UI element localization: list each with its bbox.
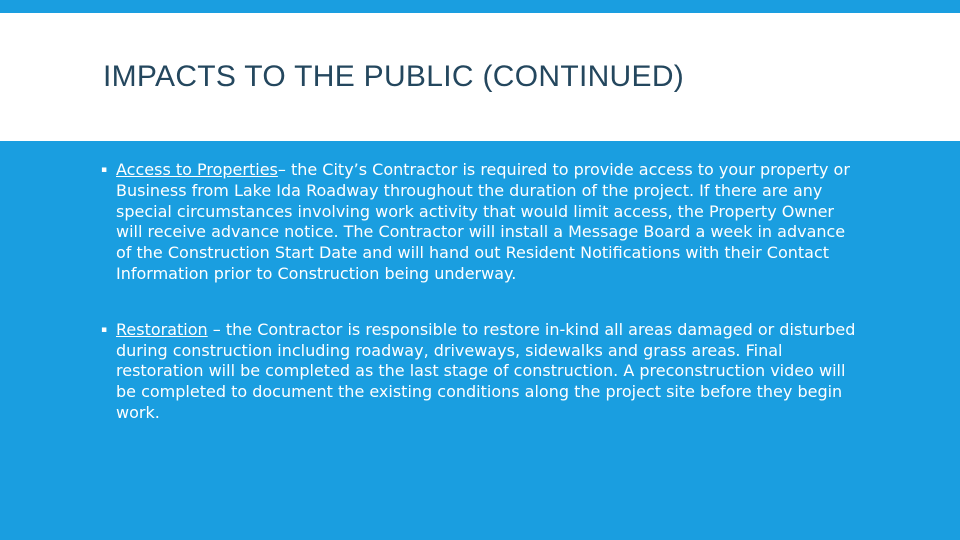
bullet-access-to-properties: [101, 160, 861, 285]
slide-title: IMPACTS TO THE PUBLIC (CONTINUED): [103, 60, 685, 93]
bullet-list: [101, 160, 861, 424]
bullet-text: – the City’s Contractor is required to provide access to your property or Business from Lake Ida Roadway throughout the duration of the project. If there are any special circumstances involving work activity that would limit access, the Property Owner will receive advance notice. The Contractor will install a Message Board a week in advance of the Construction Start Date and will hand out Resident Notifications with their Contact Information prior to Construction being underway.: [116, 160, 850, 283]
bullet-square-icon: ▪: [101, 324, 108, 335]
bullet-term: Restoration: [116, 319, 208, 339]
bullet-term: Access to Properties: [116, 160, 278, 179]
bullet-restoration: [101, 320, 861, 424]
bullet-text: – the Contractor is responsible to restore in-kind all areas damaged or disturbed during construction including roadway, driveways, sidewalks and grass areas. Final restoration will be completed as the last stage of construction. A preconstruction video will be completed to document the existing conditions along the project site before they begin work.: [116, 319, 856, 422]
bullet-square-icon: ▪: [101, 165, 108, 175]
